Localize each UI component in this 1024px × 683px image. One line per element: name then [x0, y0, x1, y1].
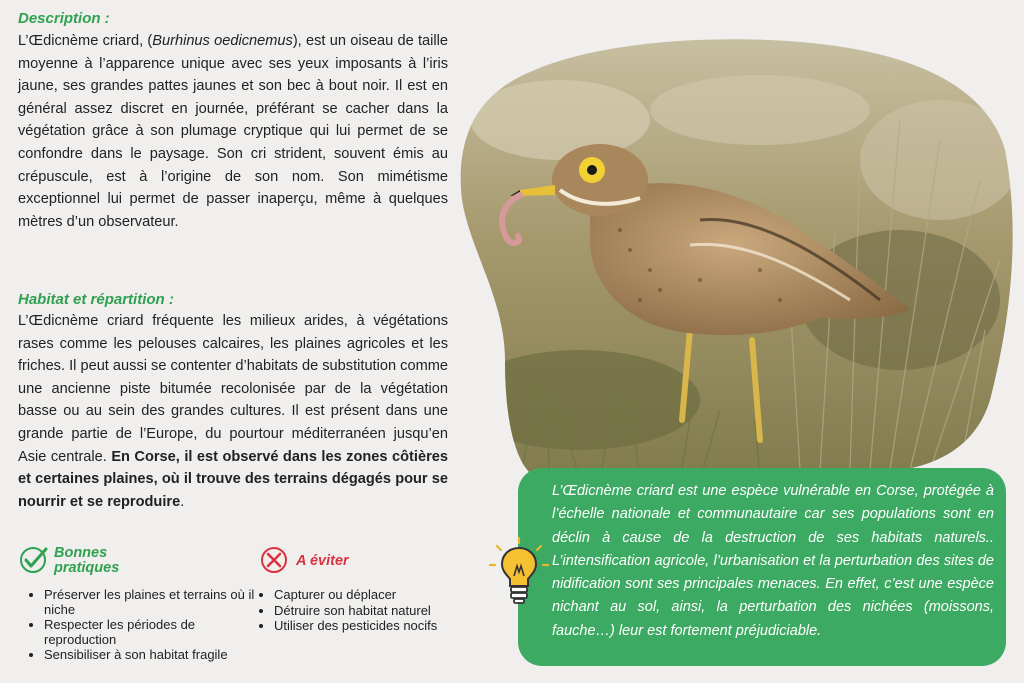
list-item: • Utiliser des pesticides nocifs	[274, 619, 494, 634]
avoid-title: A éviter	[296, 553, 349, 569]
avoid-list	[260, 588, 494, 635]
list-item: • Respecter les périodes de reproduction	[44, 618, 269, 647]
list-item: • Sensibiliser à son habitat fragile	[44, 648, 269, 663]
description-text: L’Œdicnème criard, (Burhinus oedicnemus), est un oiseau de taille moyenne à l’apparence unique avec ses yeux imposants à l’iris jaune, ses grandes pattes jaunes et son bec à bout noir. Il est en général assez discret en journée, préférant se cacher dans la végétation grâce à son plumage cryptique qui lui permet de se confondre dans le paysage. Son cri strident, souvent émis au crépuscule, est à l’origine de son nom. Son mimétisme exceptionnel lui permet de passer inaperçu, même à quelques mètres d’un observateur.	[18, 33, 449, 230]
scientific-name: Burhinus oedicnemus	[152, 33, 293, 49]
good-practices-list	[30, 588, 269, 664]
checkmark-circle-icon	[18, 545, 48, 575]
lightbulb-icon	[488, 536, 550, 608]
good-practices-title: Bonnes pratiques	[54, 545, 120, 576]
list-item: • Préserver les plaines et terrains où il niche	[44, 588, 269, 617]
list-item: • Capturer ou déplacer	[274, 588, 494, 603]
habitat-corse-highlight: En Corse, il est observé dans les zones côtières et certaines plaines, où il trouve des terrains dégagés pour se nourrir et se reproduire	[18, 448, 448, 510]
photo-content	[440, 30, 1020, 490]
habitat-text: L’Œdicnème criard fréquente les milieux arides, à végétations rases comme les pelouses calcaires, les plaines agricoles et les friches. Il peut aussi se contenter d’habitats de substitution comme une ancienne piste bitumée recolonisée par de la végétation basse ou au sein des grandes cultures. Il est présent dans une grande partie de l’Europe, du pourtour méditerranéen jusqu’en Asie centrale. En Corse, il est observé dans les zones côtières et certaines plaines, où il trouve des terrains dégagés pour se nourrir et se reproduire.	[18, 313, 448, 510]
description-heading: Description :	[18, 10, 110, 27]
habitat-heading: Habitat et répartition :	[18, 291, 174, 308]
cross-circle-icon	[259, 545, 289, 575]
callout-text: L’Œdicnème criard est une espèce vulnérable en Corse, protégée à l’échelle nationale et communautaire car ses populations sont en déclin à cause de la destruction de ses habitats naturels.. L’intensification agricole, l’urbanisation et la perturbation des sites de nidification sont ses principales menaces. En effet, c’est une espèce nichant au sol, ainsi, la perturbation des nichées (moissons, fauche…) leur est fortement préjudiciable.	[552, 483, 994, 639]
list-item: • Détruire son habitat naturel	[274, 604, 494, 619]
